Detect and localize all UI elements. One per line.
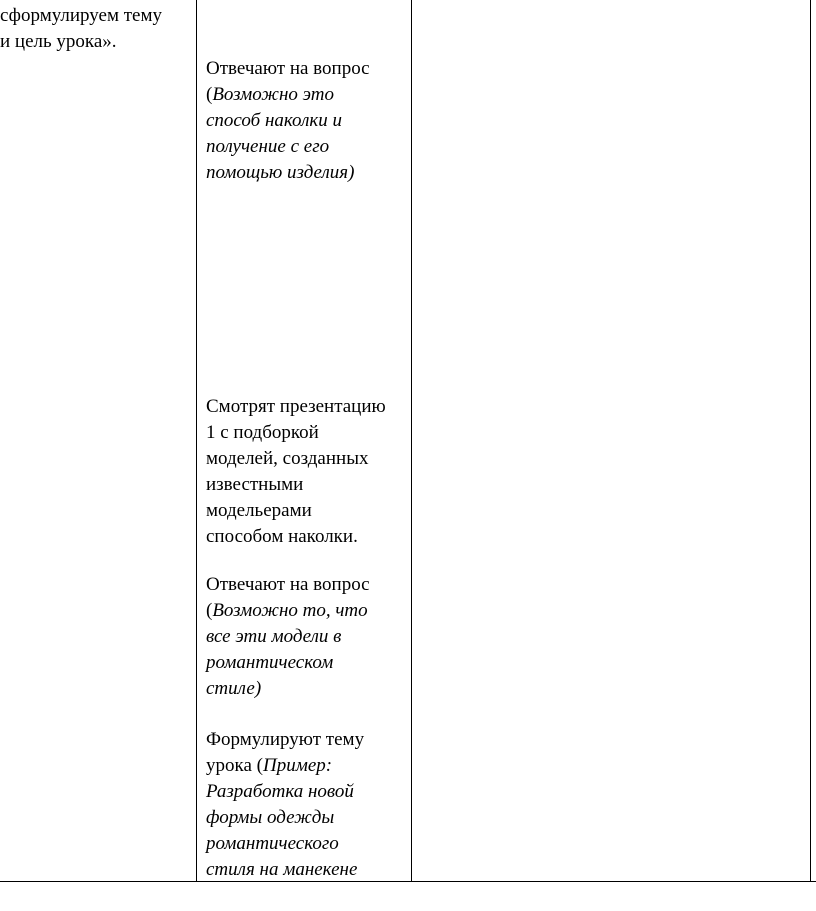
teacher-text-line: сформулируем тему xyxy=(0,5,162,26)
presentation-block xyxy=(206,394,386,550)
topic-line xyxy=(206,753,364,779)
presentation-line: модельерами xyxy=(206,500,312,521)
answer-line: романтическом xyxy=(206,652,334,673)
presentation-line: 1 с подборкой xyxy=(206,422,319,443)
student-activity-cell xyxy=(197,0,411,881)
presentation-line: известными xyxy=(206,474,304,495)
answer-line xyxy=(206,598,370,624)
teacher-text-line: и цель урока». xyxy=(0,31,117,52)
answer-line: стиле) xyxy=(206,678,262,699)
teacher-activity-cell xyxy=(0,0,196,881)
answer-prefix: ( xyxy=(206,600,213,621)
answer-line: помощью изделия) xyxy=(206,162,355,183)
answer-block-2 xyxy=(206,572,370,702)
topic-italic: Пример: xyxy=(262,755,333,776)
topic-block xyxy=(206,727,364,883)
teacher-text xyxy=(0,3,162,55)
topic-line: стиля на манекене xyxy=(206,859,358,880)
answer-block-1 xyxy=(206,56,370,186)
presentation-line: моделей, созданных xyxy=(206,448,369,469)
answer-italic: Возможно то, что xyxy=(212,600,368,621)
answer-line: Отвечают на вопрос xyxy=(206,58,370,79)
answer-line: Отвечают на вопрос xyxy=(206,574,370,595)
answer-italic: Возможно это xyxy=(212,84,334,105)
topic-line: Формулируют тему xyxy=(206,729,365,750)
answer-prefix: ( xyxy=(206,84,213,105)
notes-cell xyxy=(412,0,810,881)
answer-line: все эти модели в xyxy=(206,626,342,647)
topic-line: Разработка новой xyxy=(206,781,354,802)
topic-line: формы одежды xyxy=(206,807,335,828)
topic-line: романтического xyxy=(206,833,339,854)
column-divider-3 xyxy=(810,0,811,882)
presentation-line: способом наколки. xyxy=(206,526,358,547)
answer-line xyxy=(206,82,370,108)
answer-line: получение с его xyxy=(206,136,330,157)
topic-prefix: урока ( xyxy=(206,755,263,776)
presentation-line: Смотрят презентацию xyxy=(206,396,386,417)
answer-line: способ наколки и xyxy=(206,110,342,131)
